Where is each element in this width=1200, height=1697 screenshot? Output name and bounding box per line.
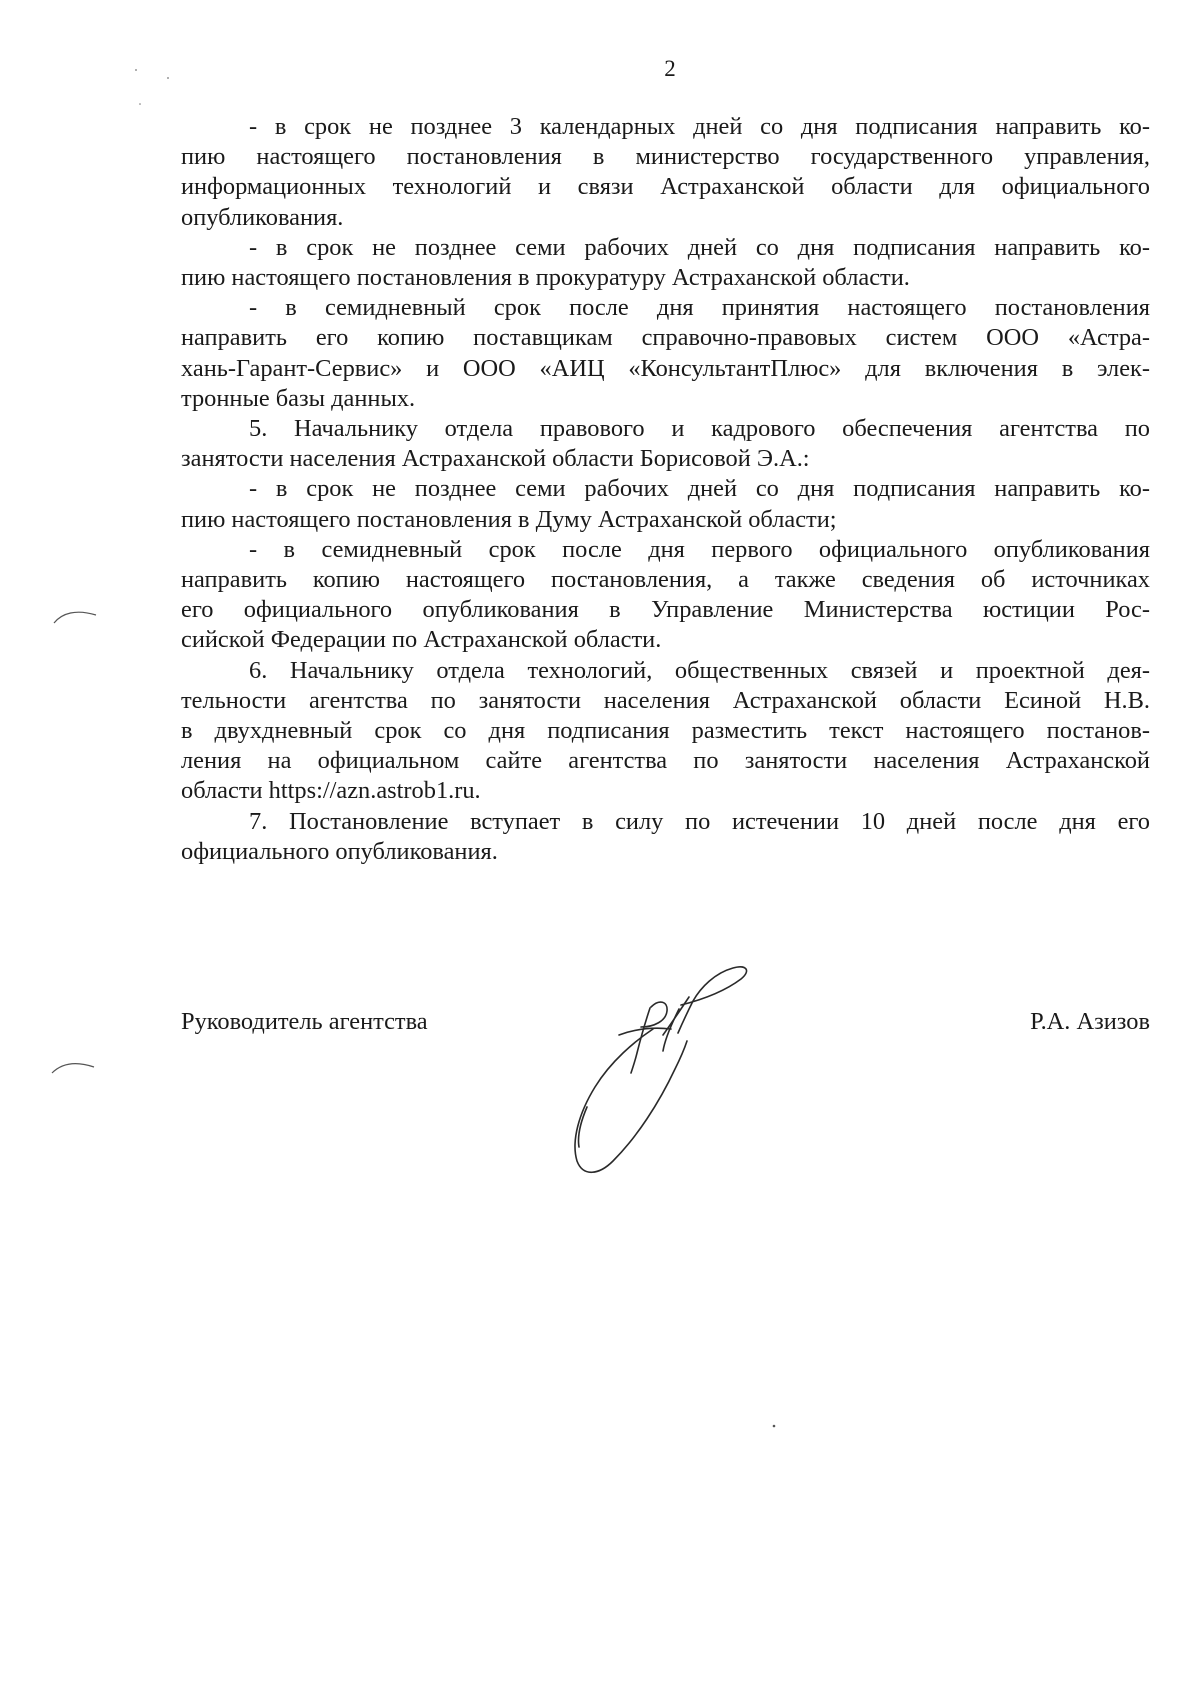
- handwritten-signature: [555, 965, 780, 1185]
- paragraph-5: [181, 474, 1150, 534]
- signer-position: Руководитель агентства: [181, 1008, 428, 1035]
- text-line: 5. Начальнику отдела правового и кадрового обеспечения агентства по: [249, 415, 1150, 443]
- text-line: опубликования.: [181, 203, 344, 231]
- scan-artifact: [768, 1420, 780, 1432]
- paragraph-8: [181, 807, 1150, 867]
- text-line: пию настоящего постановления в министерство государственного управления,: [181, 143, 1150, 171]
- text-line: занятости населения Астраханской области Борисовой Э.А.:: [181, 445, 810, 473]
- paragraph-7: [181, 656, 1150, 807]
- signer-name: Р.А. Азизов: [1030, 1008, 1150, 1035]
- text-line: пию настоящего постановления в прокуратуру Астраханской области.: [181, 264, 910, 292]
- paragraph-2: [181, 233, 1150, 293]
- text-line: ления на официальном сайте агентства по занятости населения Астраханской: [181, 747, 1150, 775]
- scan-artifact: [50, 1055, 100, 1077]
- text-line: пию настоящего постановления в Думу Астраханской области;: [181, 505, 837, 533]
- paragraph-1: [181, 112, 1150, 233]
- text-line: - в срок не позднее 3 календарных дней со дня подписания направить ко-: [249, 113, 1150, 140]
- text-line: тронные базы данных.: [181, 384, 416, 412]
- text-line: его официального опубликования в Управление Министерства юстиции Рос-: [181, 596, 1150, 624]
- page-number: 2: [664, 56, 676, 81]
- text-line: - в срок не позднее семи рабочих дней со дня подписания направить ко-: [249, 233, 1150, 261]
- text-line: сийской Федерации по Астраханской области.: [181, 626, 662, 654]
- text-line: направить копию настоящего постановления, а также сведения об источниках: [181, 566, 1150, 594]
- text-line: тельности агентства по занятости населения Астраханской области Есиной Н.В.: [181, 686, 1150, 714]
- paragraph-3: [181, 293, 1150, 414]
- text-line: хань-Гарант-Сервис» и ООО «АИЦ «КонсультантПлюс» для включения в элек-: [181, 354, 1150, 382]
- scan-artifact: [130, 64, 190, 114]
- text-line: - в срок не позднее семи рабочих дней со дня подписания направить ко-: [249, 475, 1150, 503]
- scan-artifact: [52, 605, 102, 627]
- text-line: информационных технологий и связи Астраханской области для официального: [181, 173, 1150, 201]
- text-line: 7. Постановление вступает в силу по истечении 10 дней после дня его: [249, 807, 1150, 835]
- paragraph-6: [181, 535, 1150, 656]
- text-line: 6. Начальнику отдела технологий, общественных связей и проектной дея-: [249, 656, 1150, 684]
- paragraph-4: [181, 414, 1150, 474]
- text-line: - в семидневный срок после дня принятия настоящего постановления: [249, 294, 1150, 322]
- text-line: официального опубликования.: [181, 837, 498, 865]
- text-line: - в семидневный срок после дня первого официального опубликования: [249, 535, 1150, 563]
- text-line: в двухдневный срок со дня подписания разместить текст настоящего постанов-: [181, 717, 1150, 745]
- document-body: [181, 112, 1150, 867]
- text-line: области https://azn.astrob1.ru.: [181, 777, 481, 805]
- text-line: направить его копию поставщикам справочно-правовых систем ООО «Астра-: [181, 324, 1150, 352]
